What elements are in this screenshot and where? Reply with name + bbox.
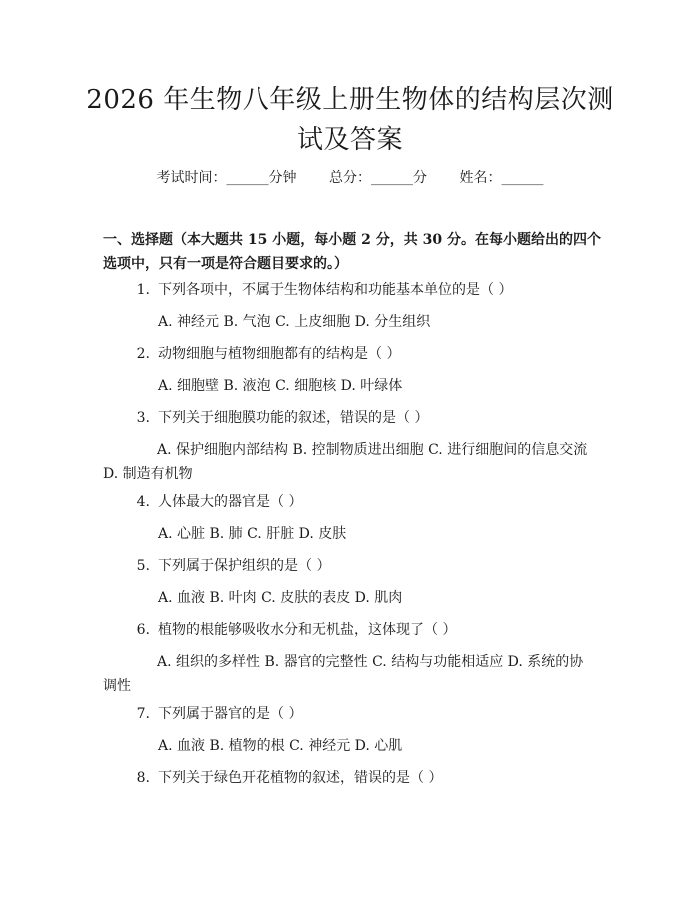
question-text: 下列关于细胞膜功能的叙述，错误的是（ ）	[158, 410, 429, 426]
question-5-options: A. 血液 B. 叶肉 C. 皮肤的表皮 D. 肌肉	[158, 590, 403, 606]
total-score-field: 总分：______分	[329, 170, 427, 186]
question-number: 1.	[136, 282, 150, 298]
exam-info-line	[0, 168, 700, 188]
question-text: 下列属于器官的是（ ）	[158, 706, 303, 722]
question-text: 下列属于保护组织的是（ ）	[158, 558, 331, 574]
question-2-options: A. 细胞壁 B. 液泡 C. 细胞核 D. 叶绿体	[158, 378, 403, 394]
question-text: 植物的根能够吸收水分和无机盐，这体现了（ ）	[158, 622, 457, 638]
section-heading: 一、选择题（本大题共 15 小题，每小题 2 分，共 30 分。在每小题给出的四个选项中，只有一项是符合题目要求的。）	[103, 232, 601, 272]
question-number: 6.	[136, 622, 150, 638]
question-6-options: A. 组织的多样性 B. 器官的完整性 C. 结构与功能相适应 D. 系统的协调性	[103, 654, 584, 694]
question-number: 8.	[136, 770, 150, 786]
question-3-options: A. 保护细胞内部结构 B. 控制物质进出细胞 C. 进行细胞间的信息交流 D. 制造有机物	[103, 442, 588, 482]
document-title: 2026 年生物八年级上册生物体的结构层次测试及答案	[86, 85, 614, 155]
question-7-options: A. 血液 B. 植物的根 C. 神经元 D. 心肌	[158, 738, 403, 754]
question-1-options: A. 神经元 B. 气泡 C. 上皮细胞 D. 分生组织	[158, 314, 431, 330]
question-4-options: A. 心脏 B. 肺 C. 肝脏 D. 皮肤	[158, 526, 347, 542]
student-name-field: 姓名：______	[459, 170, 544, 186]
question-text: 人体最大的器官是（ ）	[158, 494, 303, 510]
question-number: 7.	[136, 706, 150, 722]
question-number: 3.	[136, 410, 150, 426]
exam-time-field: 考试时间：______分钟	[156, 170, 297, 186]
question-text: 下列各项中，不属于生物体结构和功能基本单位的是（ ）	[158, 282, 513, 298]
question-text: 下列关于绿色开花植物的叙述，错误的是（ ）	[158, 770, 443, 786]
question-number: 5.	[136, 558, 150, 574]
question-number: 2.	[136, 346, 150, 362]
question-number: 4.	[136, 494, 150, 510]
question-text: 动物细胞与植物细胞都有的结构是（ ）	[158, 346, 401, 362]
